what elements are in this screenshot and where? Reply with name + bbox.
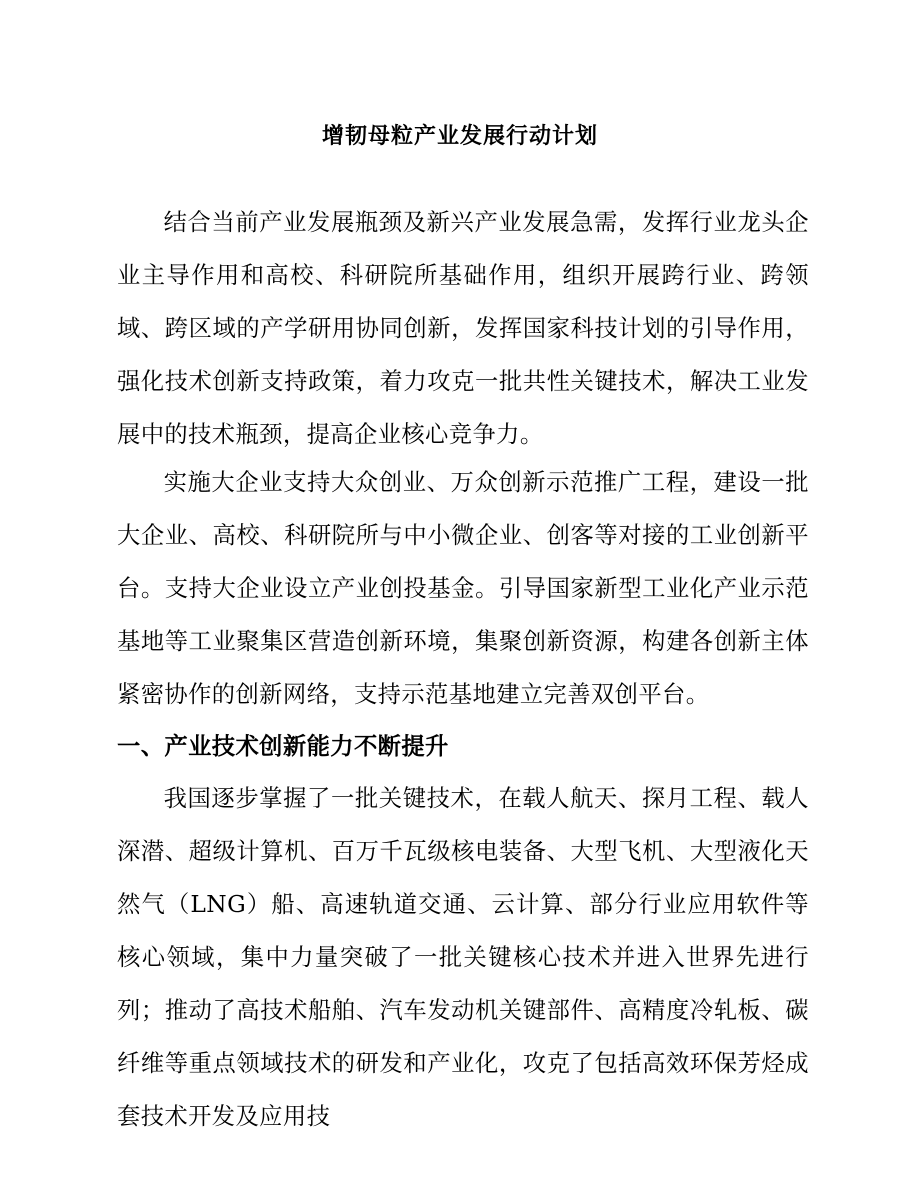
section-paragraph-1: 我国逐步掌握了一批关键技术，在载人航天、探月工程、载人深潜、超级计算机、百万千瓦级核电装备、大型飞机、大型液化天然气（LNG）船、高速轨道交通、云计算、部分行业应用软件等核心领域，集中力量突破了一批关键核心技术并进入世界先进行列；推动了高技术船舶、汽车发动机关键部件、高精度冷轧板、碳纤维等重点领域技术的研发和产业化，攻克了包括高效环保芳烃成套技术开发及应用技 [117,785,809,1130]
document-title: 增韧母粒产业发展行动计划 [321,123,598,149]
paragraph-1: 结合当前产业发展瓶颈及新兴产业发展急需，发挥行业龙头企业主导作用和高校、科研院所基础作用，组织开展跨行业、跨领域、跨区域的产学研用协同创新，发挥国家科技计划的引导作用，强化技术创新支持政策，着力攻克一批共性关键技术，解决工业发展中的技术瓶颈，提高企业核心竞争力。 [117,209,809,448]
paragraph-2: 实施大企业支持大众创业、万众创新示范推广工程，建设一批大企业、高校、科研院所与中小微企业、创客等对接的工业创新平台。支持大企业设立产业创投基金。引导国家新型工业化产业示范基地等工业聚集区营造创新环境，集聚创新资源，构建各创新主体紧密协作的创新网络，支持示范基地建立完善双创平台。 [117,469,809,708]
section-heading: 一、产业技术创新能力不断提升 [117,733,449,760]
